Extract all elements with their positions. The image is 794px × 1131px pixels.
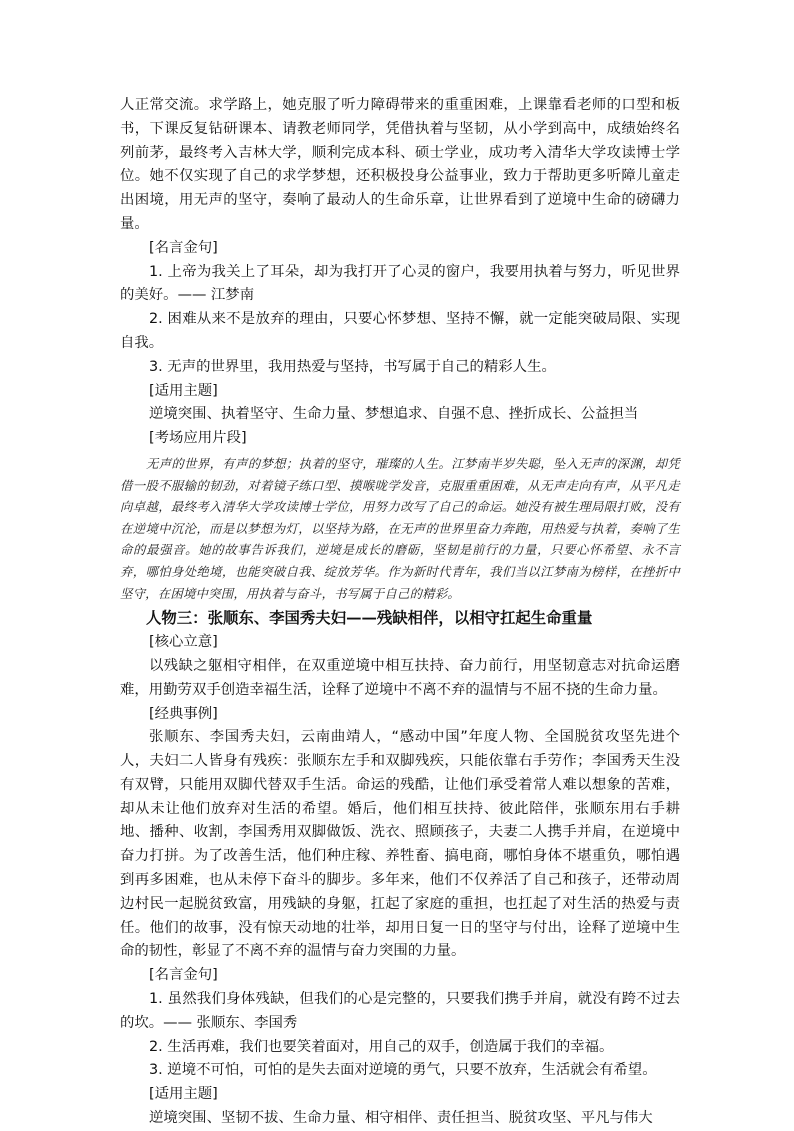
themes-text: 逆境突围、坚韧不拔、生命力量、相守相伴、责任担当、脱贫攻坚、平凡与伟大 bbox=[149, 1110, 653, 1127]
themes-text: 逆境突围、执着坚守、生命力量、梦想追求、自强不息、挫折成长、公益担当 bbox=[149, 406, 639, 423]
quote-item: 1. 上帝为我关上了耳朵，却为我打开了心灵的窗户，我要用执着与努力，听见世界的美好。—— 江梦南 bbox=[120, 263, 680, 304]
section-heading: 人物三：张顺东、李国秀夫妇——残缺相伴，以相守扛起生命重量 bbox=[146, 609, 593, 628]
quote-item: 3. 逆境不可怕，可怕的是失去面对逆境的勇气，只要不放弃，生活就会有希望。 bbox=[149, 1062, 657, 1079]
quote-item: 2. 生活再难，我们也要笑着面对，用自己的双手，创造属于我们的幸福。 bbox=[149, 1038, 614, 1055]
exam-label: [考场应用片段] bbox=[149, 430, 247, 447]
themes-label: [适用主题] bbox=[149, 1086, 218, 1103]
core-text: 以残缺之躯相守相伴，在双重逆境中相互扶持、奋力前行，用坚韧意志对抗命运磨难，用勤劳双手创造幸福生活，诠释了逆境中不离不弃的温情与不屈不挠的生命力量。 bbox=[120, 657, 680, 698]
quotes-label: [名言金句] bbox=[149, 967, 218, 984]
intro-paragraph: 人正常交流。求学路上，她克服了听力障碍带来的重重困难，上课靠看老师的口型和板书，下课反复钻研课本、请教老师同学，凭借执着与坚韧，从小学到高中，成绩始终名列前茅，最终考入吉林大学，顺利完成本科、硕士学业，成功考入清华大学攻读博士学位。她不仅实现了自己的求学梦想，还积极投身公益事业，致力于帮助更多听障儿童走出困境，用无声的坚守，奏响了最动人的生命乐章，让世界看到了逆境中生命的磅礴力量。 bbox=[120, 97, 680, 232]
quote-item: 1. 虽然我们身体残缺，但我们的心是完整的，只要我们携手并肩，就没有跨不过去的坎。—— 张顺东、李国秀 bbox=[120, 991, 680, 1031]
case-text: 张顺东、李国秀夫妇，云南曲靖人，“感动中国”年度人物、全国脱贫攻坚先进个人，夫妇二人皆身有残疾：张顺东左手和双脚残疾，只能依靠右手劳作；李国秀天生没有双臂，只能用双脚代替双手生活。命运的残酷，让他们承受着常人难以想象的苦难，却从未让他们放弃对生活的希望。婚后，他们相互扶持、彼此陪伴，张顺东用右手耕地、播种、收割，李国秀用双脚做饭、洗衣、照顾孩子，夫妻二人携手并肩，在逆境中奋力打拼。为了改善生活，他们种庄稼、养牲畜、搞电商，哪怕身体不堪重负，哪怕遇到再多困难，也从未停下奋斗的脚步。多年来，他们不仅养活了自己和孩子，还带动周边村民一起脱贫致富，用残缺的身躯，扛起了家庭的重担，也扛起了对生活的热爱与责任。他们的故事，没有惊天动地的壮举，却用日复一日的坚守与付出，诠释了逆境中生命的韧性，彰显了不离不弃的温情与奋力突围的力量。 bbox=[120, 729, 680, 960]
quote-item: 3. 无声的世界里，我用热爱与坚持，书写属于自己的精彩人生。 bbox=[149, 358, 556, 375]
case-label: [经典事例] bbox=[149, 705, 218, 722]
themes-label: [适用主题] bbox=[149, 382, 218, 399]
quotes-label: [名言金句] bbox=[149, 239, 218, 256]
core-label: [核心立意] bbox=[149, 634, 218, 651]
document-page bbox=[120, 94, 680, 1131]
exam-paragraph: 无声的世界，有声的梦想；执着的坚守，璀璨的人生。江梦南半岁失聪，坠入无声的深渊，却凭借一股不服输的韧劲，对着镜子练口型、摸喉咙学发音，克服重重困难，从无声走向有声，从平凡走向卓越，最终考入清华大学攻读博士学位，用努力改写了自己的命运。她没有被生理局限打败，没有在逆境中沉沦，而是以梦想为灯，以坚持为路，在无声的世界里奋力奔跑，用热爱与执着，奏响了生命的最强音。她的故事告诉我们，逆境是成长的磨砺，坚韧是前行的力量，只要心怀希望、永不言弃，哪怕身处绝境，也能突破自我、绽放芳华。作为新时代青年，我们当以江梦南为榜样，在挫折中坚守，在困境中突围，用执着与奋斗，书写属于自己的精彩。 bbox=[120, 455, 680, 601]
quote-item: 2. 困难从来不是放弃的理由，只要心怀梦想、坚持不懈，就一定能突破局限、实现自我。 bbox=[120, 311, 680, 351]
